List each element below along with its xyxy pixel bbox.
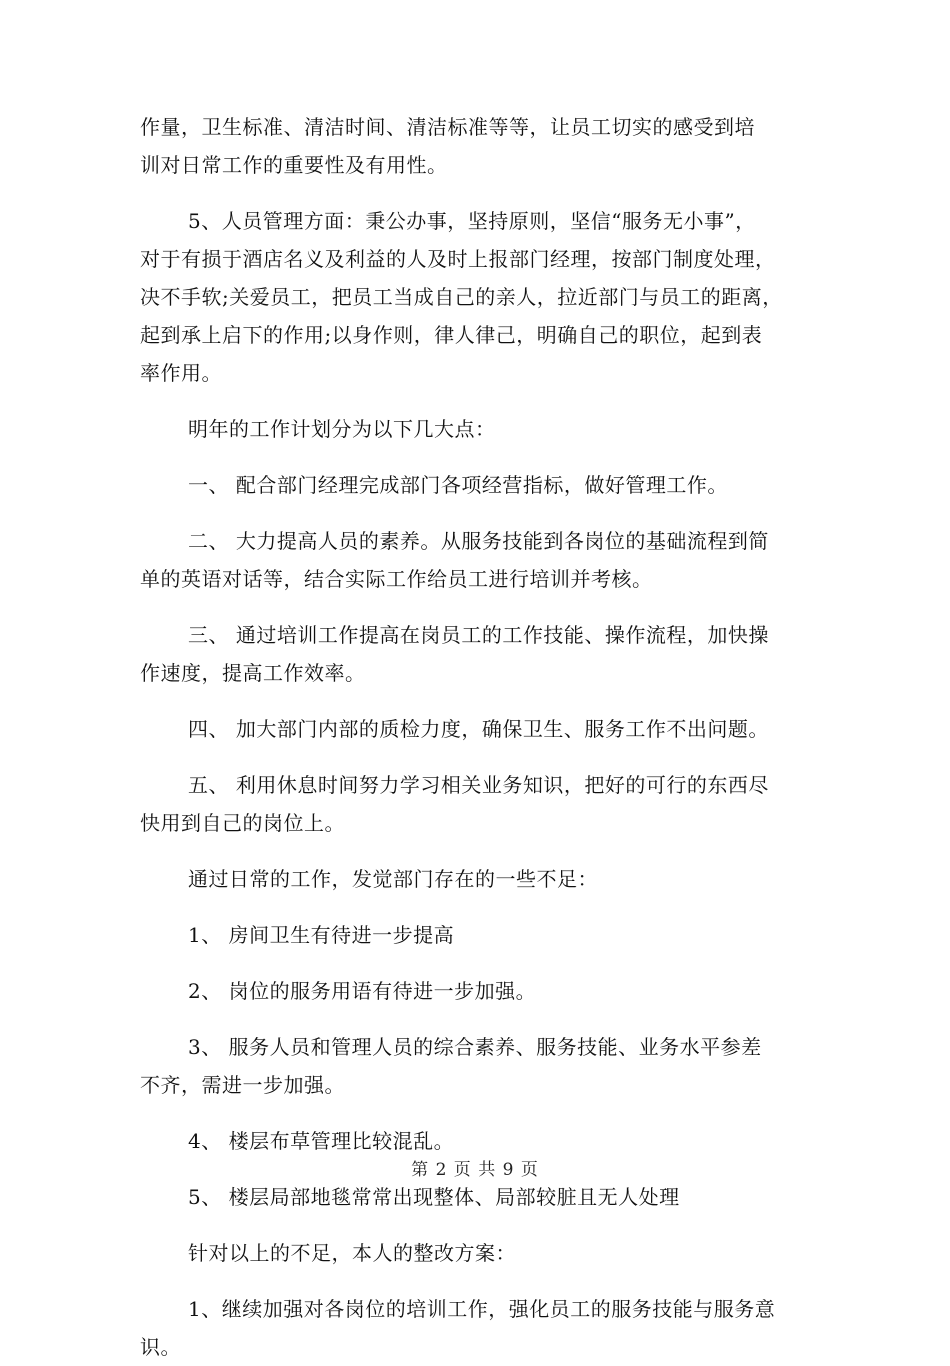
text-line: 1、 房间卫生有待进一步提高	[188, 923, 455, 947]
text-line: 5、 楼层局部地毯常常出现整体、局部较脏且无人处理	[188, 1185, 680, 1209]
text-line: 明年的工作计划分为以下几大点：	[188, 417, 496, 441]
paragraph	[140, 1234, 810, 1272]
text-line: 5、人员管理方面：秉公办事，坚持原则，坚信“服务无小事”，	[188, 209, 756, 233]
text-line: 2、 岗位的服务用语有待进一步加强。	[188, 979, 537, 1003]
text-line: 识。	[140, 1335, 181, 1359]
text-line: 训对日常工作的重要性及有用性。	[140, 153, 448, 177]
paragraph	[140, 522, 810, 598]
paragraph	[140, 766, 810, 842]
text-line: 起到承上启下的作用;以身作则，律人律己，明确自己的职位，起到表	[140, 323, 763, 347]
paragraph	[140, 710, 810, 748]
text-line: 通过日常的工作，发觉部门存在的一些不足：	[188, 867, 598, 891]
paragraph	[140, 410, 810, 448]
text-line: 不齐，需进一步加强。	[140, 1073, 345, 1097]
text-line: 五、 利用休息时间努力学习相关业务知识，把好的可行的东西尽	[188, 773, 769, 797]
paragraph	[140, 860, 810, 898]
paragraph	[140, 916, 810, 954]
text-line: 三、 通过培训工作提高在岗员工的工作技能、操作流程，加快操	[188, 623, 769, 647]
paragraph	[140, 1028, 810, 1104]
paragraph	[140, 108, 810, 184]
paragraph	[140, 616, 810, 692]
text-line: 决不手软;关爱员工，把员工当成自己的亲人，拉近部门与员工的距离，	[140, 285, 783, 309]
text-line: 二、 大力提高人员的素养。从服务技能到各岗位的基础流程到简	[188, 529, 769, 553]
text-line: 快用到自己的岗位上。	[140, 811, 345, 835]
text-line: 作速度，提高工作效率。	[140, 661, 366, 685]
text-line: 对于有损于酒店名义及利益的人及时上报部门经理，按部门制度处理，	[140, 247, 776, 271]
page-number: 第 2 页 共 9 页	[411, 1160, 539, 1180]
paragraph	[140, 1178, 810, 1216]
paragraph	[140, 972, 810, 1010]
text-line: 率作用。	[140, 361, 222, 385]
text-line: 四、 加大部门内部的质检力度，确保卫生、服务工作不出问题。	[188, 717, 769, 741]
text-line: 针对以上的不足，本人的整改方案：	[188, 1241, 516, 1265]
text-line: 作量，卫生标准、清洁时间、清洁标准等等，让员工切实的感受到培	[140, 115, 755, 139]
paragraph	[140, 466, 810, 504]
text-line: 1、继续加强对各岗位的培训工作，强化员工的服务技能与服务意	[188, 1297, 776, 1321]
text-line: 3、 服务人员和管理人员的综合素养、服务技能、业务水平参差	[188, 1035, 762, 1059]
text-line: 4、 楼层布草管理比较混乱。	[188, 1129, 455, 1153]
paragraph	[140, 1290, 810, 1366]
paragraph	[140, 202, 810, 392]
text-line: 单的英语对话等，结合实际工作给员工进行培训并考核。	[140, 567, 653, 591]
text-line: 一、 配合部门经理完成部门各项经营指标，做好管理工作。	[188, 473, 728, 497]
